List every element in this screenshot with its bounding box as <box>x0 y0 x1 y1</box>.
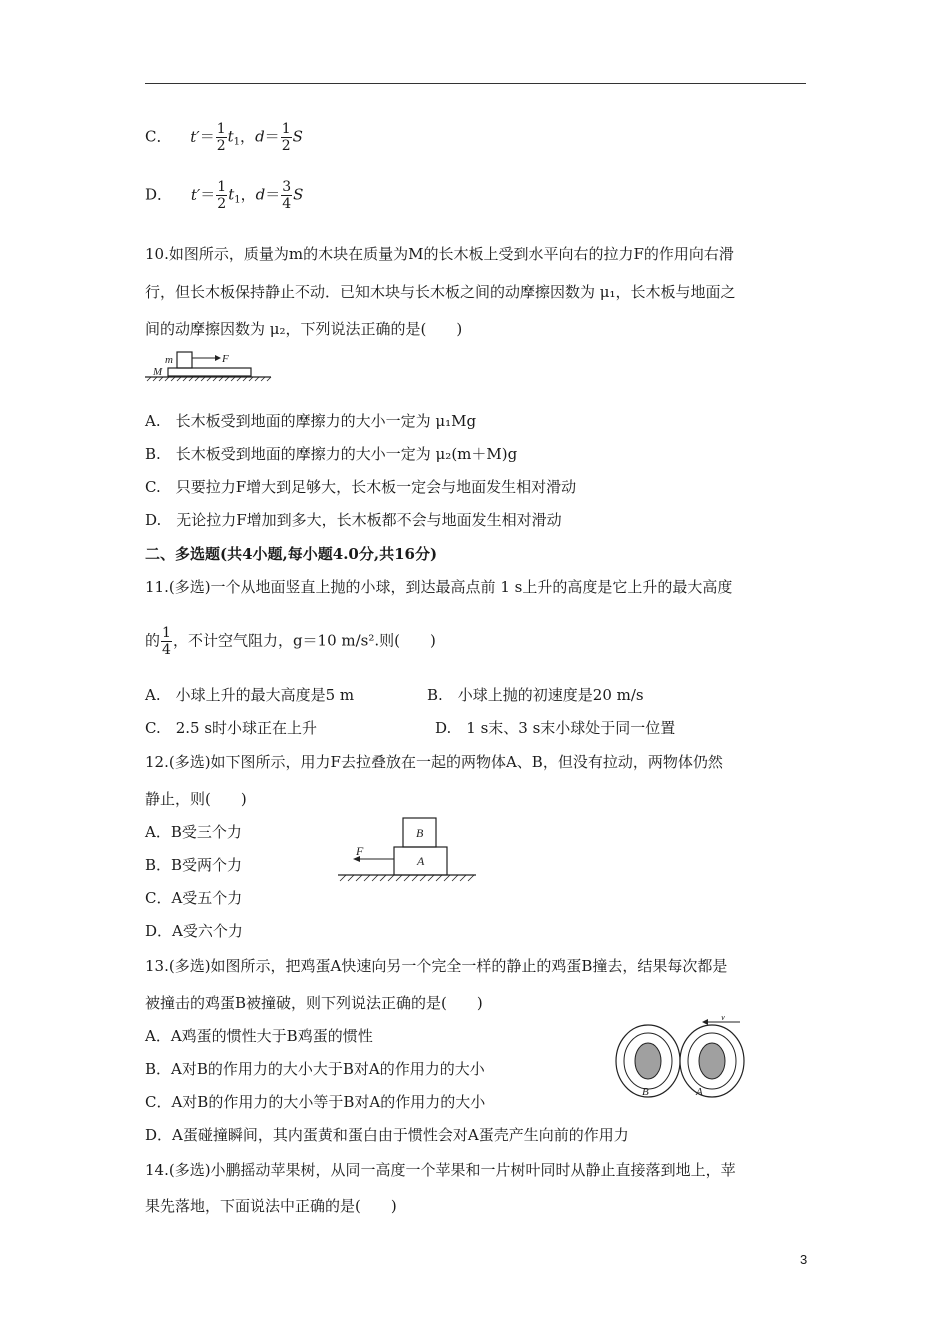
header-rule <box>145 83 806 84</box>
q11-option-d: D. 1 s末、3 s末小球处于同一位置 <box>435 719 676 737</box>
q10-line1: 10.如图所示，质量为m的木块在质量为M的长木板上受到水平向右的拉力F的作用向右滑 <box>145 245 734 263</box>
q10-line2: 行，但长木板保持静止不动．已知木块与长木板之间的动摩擦因数为 μ₁，长木板与地面之 <box>145 283 736 301</box>
q11-option-c: C. 2.5 s时小球正在上升 <box>145 719 318 737</box>
q11-option-b: B. 小球上抛的初速度是20 m/s <box>427 686 644 704</box>
fraction: $\frac{1}{2}$ <box>217 179 227 212</box>
q9-option-c: C． t′＝ $\frac{1}{2}$ $t_1$，d＝ $\frac{1}{2}$ S <box>145 121 303 154</box>
label-F: F <box>356 844 364 858</box>
q14-line1: 14.(多选)小鹏摇动苹果树，从同一高度一个苹果和一片树叶同时从静止直接落到地上，苹 <box>145 1161 736 1179</box>
q13-option-c: C．A对B的作用力的大小等于B对A的作用力的大小 <box>145 1093 486 1111</box>
q11-line2: 的 $\frac{1}{4}$ ，不计空气阻力，g＝10 m/s².则( ) <box>145 625 436 658</box>
label-B: B <box>416 826 424 840</box>
egg-B-yolk <box>635 1043 661 1079</box>
label-A: A <box>417 854 425 868</box>
q14-line2: 果先落地，下面说法中正确的是( ) <box>145 1197 397 1215</box>
q12-option-a: A．B受三个力 <box>145 823 242 841</box>
fraction: $\frac{1}{4}$ <box>162 625 171 658</box>
label-m: m <box>165 354 173 366</box>
egg-A-yolk <box>699 1043 725 1079</box>
label-F: F <box>222 353 229 365</box>
q11-option-a: A. 小球上升的最大高度是5 m <box>145 686 355 704</box>
q10-option-d: D. 无论拉力F增加到多大，长木板都不会与地面发生相对滑动 <box>145 511 562 529</box>
fraction: $\frac{1}{2}$ <box>216 121 226 154</box>
q10-option-c: C. 只要拉力F增大到足够大，长木板一定会与地面发生相对滑动 <box>145 478 577 496</box>
q10-line3: 间的动摩擦因数为 μ₂，下列说法正确的是( ) <box>145 320 463 338</box>
q11-line1: 11.(多选)一个从地面竖直上抛的小球，到达最高点前 1 s上升的高度是它上升的最大高度 <box>145 578 733 596</box>
fraction: $\frac{1}{2}$ <box>281 121 291 154</box>
q13-line1: 13.(多选)如图所示，把鸡蛋A快速向另一个完全一样的静止的鸡蛋B撞去，结果每次都是 <box>145 957 728 975</box>
q12-option-d: D．A受六个力 <box>145 922 243 940</box>
board-M <box>168 368 251 376</box>
q12-option-b: B．B受两个力 <box>145 856 243 874</box>
label-v: v <box>721 1016 725 1022</box>
q12-line2: 静止，则( ) <box>145 790 247 808</box>
q9-option-d: D． t′＝ $\frac{1}{2}$ $t_1$，d＝ $\frac{3}{4}$ S <box>145 179 304 212</box>
block-m <box>177 352 192 368</box>
section-heading: 二、多选题(共4小题,每小题4.0分,共16分) <box>145 545 438 563</box>
q12-figure-stacked-blocks <box>336 815 478 885</box>
q10-figure-block-on-board <box>145 346 273 382</box>
q12-option-c: C．A受五个力 <box>145 889 243 907</box>
q13-figure-eggs <box>612 1016 752 1102</box>
q13-option-a: A．A鸡蛋的惯性大于B鸡蛋的惯性 <box>145 1027 373 1045</box>
fraction: $\frac{3}{4}$ <box>282 179 292 212</box>
q13-option-b: B．A对B的作用力的大小大于B对A的作用力的大小 <box>145 1060 485 1078</box>
q10-option-a: A. 长木板受到地面的摩擦力的大小一定为 μ₁Mg <box>145 412 477 430</box>
q10-option-b: B. 长木板受到地面的摩擦力的大小一定为 μ₂(m＋M)g <box>145 445 518 463</box>
q13-option-d: D．A蛋碰撞瞬间，其内蛋黄和蛋白由于惯性会对A蛋壳产生向前的作用力 <box>145 1126 629 1144</box>
q12-line1: 12.(多选)如下图所示，用力F去拉叠放在一起的两物体A、B，但没有拉动，两物体仍然 <box>145 753 723 771</box>
page-number: 3 <box>800 1252 808 1267</box>
label-A: A <box>696 1086 703 1098</box>
q13-line2: 被撞击的鸡蛋B被撞破，则下列说法正确的是( ) <box>145 994 483 1012</box>
label-B: B <box>642 1086 649 1098</box>
label-M: M <box>153 366 163 378</box>
